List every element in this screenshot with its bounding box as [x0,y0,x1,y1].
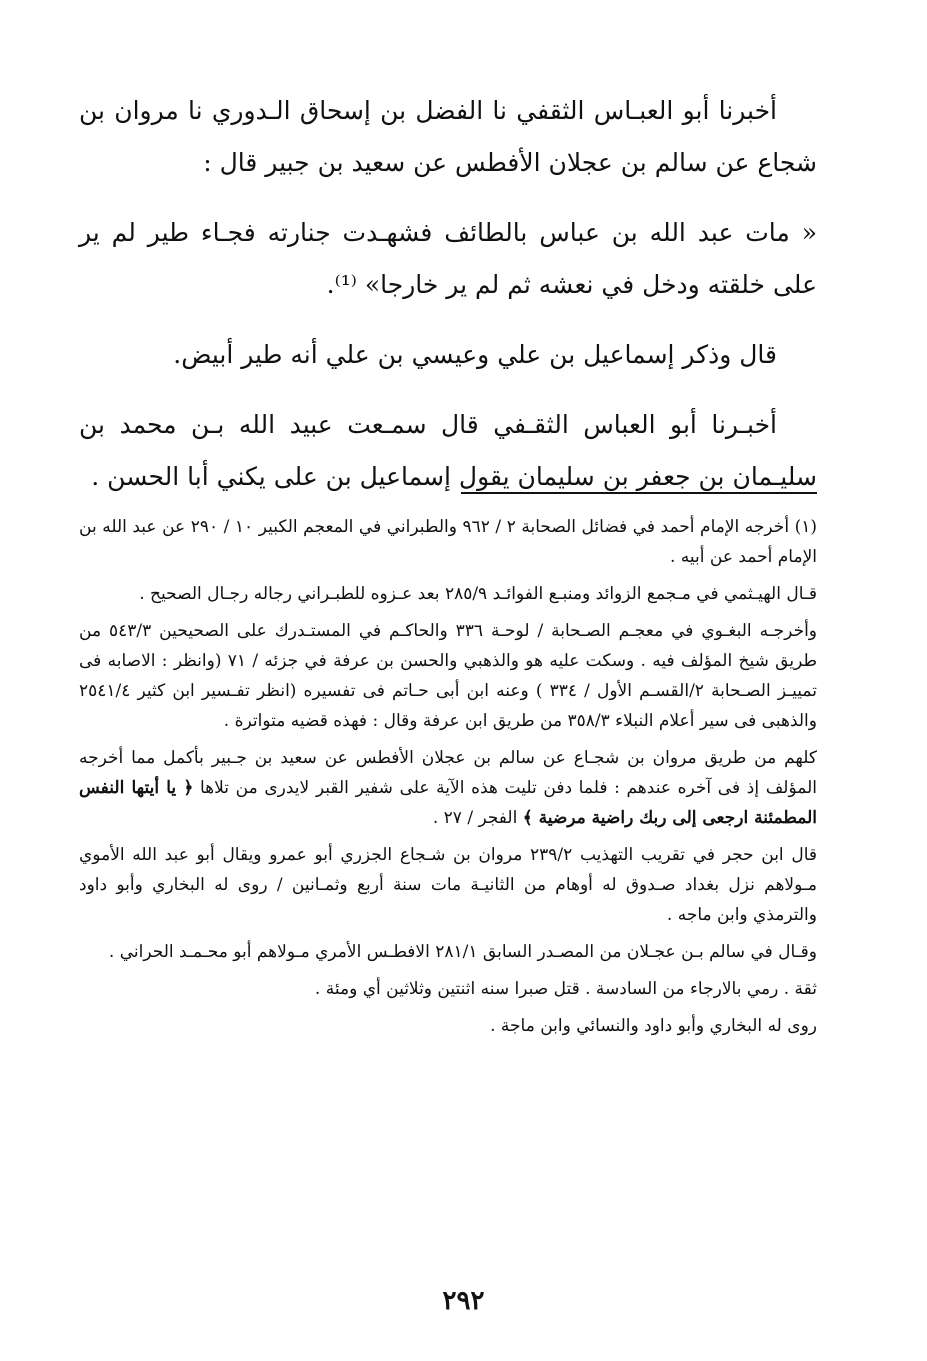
page-number: ٢٩٢ [442,1286,485,1316]
footnote-separator [461,492,817,494]
footnote-5: قال ابن حجر في تقريب التهذيب ٢٣٩/٢ مروان بن شـجاع الجزري أبو عمرو ويقال أبو عبد الله الأموي مـولاهم نزل بغداد صـدوق له أوهام من الثانيـة مات سنة أربع وثمـانين / روى له البخاري وأبو داود والترمذي وابن ماجه . [79,845,817,925]
footnote-8: روى له البخاري وأبو داود والنسائي وابن ماجة . [490,1016,817,1036]
footnotes [79,512,817,1048]
quran-reference: الفجر / ٢٧ . [432,808,523,828]
paragraph-1: أخبرنا أبو العبـاس الثقفي نا الفضل بن إسحاق الـدوري نا مروان بن شجاع عن سالم بن عجلان الأفطس عن سعيد بن جبير قال : [79,96,817,177]
paragraph-3: قال وذكر إسماعيل بن علي وعيسي بن علي أنه طير أبيض. [173,340,777,369]
paragraph-2: « مات عبد الله بن عباس بالطائف فشهـدت جنارته فجـاء طير لم ير على خلقته ودخل في نعشه ثم لم ير خارجا» ⁽¹⁾. [79,218,817,299]
footnote-4 [79,743,817,833]
main-text [79,85,817,521]
footnote-4-text: كلهم من طريق مروان بن شجـاع عن سالم بن عجلان الأفطس عن سعيد بن جـبير بأكمل مما أخرجه المؤلف إذ فى آخره عندهم : فلما دفن تليت هذه الآية على شفير القبر لايدرى من تلاها [79,748,818,798]
footnote-6: وقـال في سالم بـن عجـلان من المصـدر السابق ٢٨١/١ الافطـس الأمري مـولاهم أبو محـمـد الحراني . [108,942,817,962]
footnote-1: (١) أخرجه الإمام أحمد في فضائل الصحابة ٢ / ٩٦٢ والطبراني في المعجم الكبير ١٠ / ٢٩٠ عن عبد الله بن الإمام أحمد عن أبيه . [79,517,817,567]
footnote-7: ثقة . رمي بالارجاء من السادسة . قتل صبرا سنه اثنتين وثلاثين أي ومئة . [314,979,817,999]
quran-verse: ﴿ يا أيتها النفس المطمئنة ارجعى إلى ربك راضية مرضية ﴾ [79,778,817,828]
footnote-3: وأخرجـه البغـوي في معجـم الصـحابة / لوحـة ٣٣٦ والحاكـم في المستـدرك على الصحيحين ٥٤٣/٣ من طريق شيخ المؤلف فيه . وسكت عليه هو والذهبي والحسن بن عرفة في جزئه / ٧١ (وانظر : الاصابه فى تمييـز الصـحابة ٢/القسـم الأول / ٣٣٤ ) وعنه ابن أبى حـاتم فى تفسيره (انظر تفـسير ابن كثير ٢٥٤١/٤ والذهبى فى سير أعلام النبلاء ٣٥٨/٣ من طريق ابن عرفة وقال : فهذه قضيه متواترة . [79,621,818,731]
footnote-2: قـال الهيـثمي في مـجمع الزوائد ومنبـع الفوائـد ٢٨٥/٩ بعد عـزوه للطبـراني رجاله رجـال الصحيح . [139,584,817,604]
paragraph-4: أخبـرنا أبو العباس الثقـفي قال سمـعت عبيد الله بـن محمد بن سليـمان بن جعفر بن سليمان يقول إسماعيل بن على يكني أبا الحسن . [79,410,817,491]
